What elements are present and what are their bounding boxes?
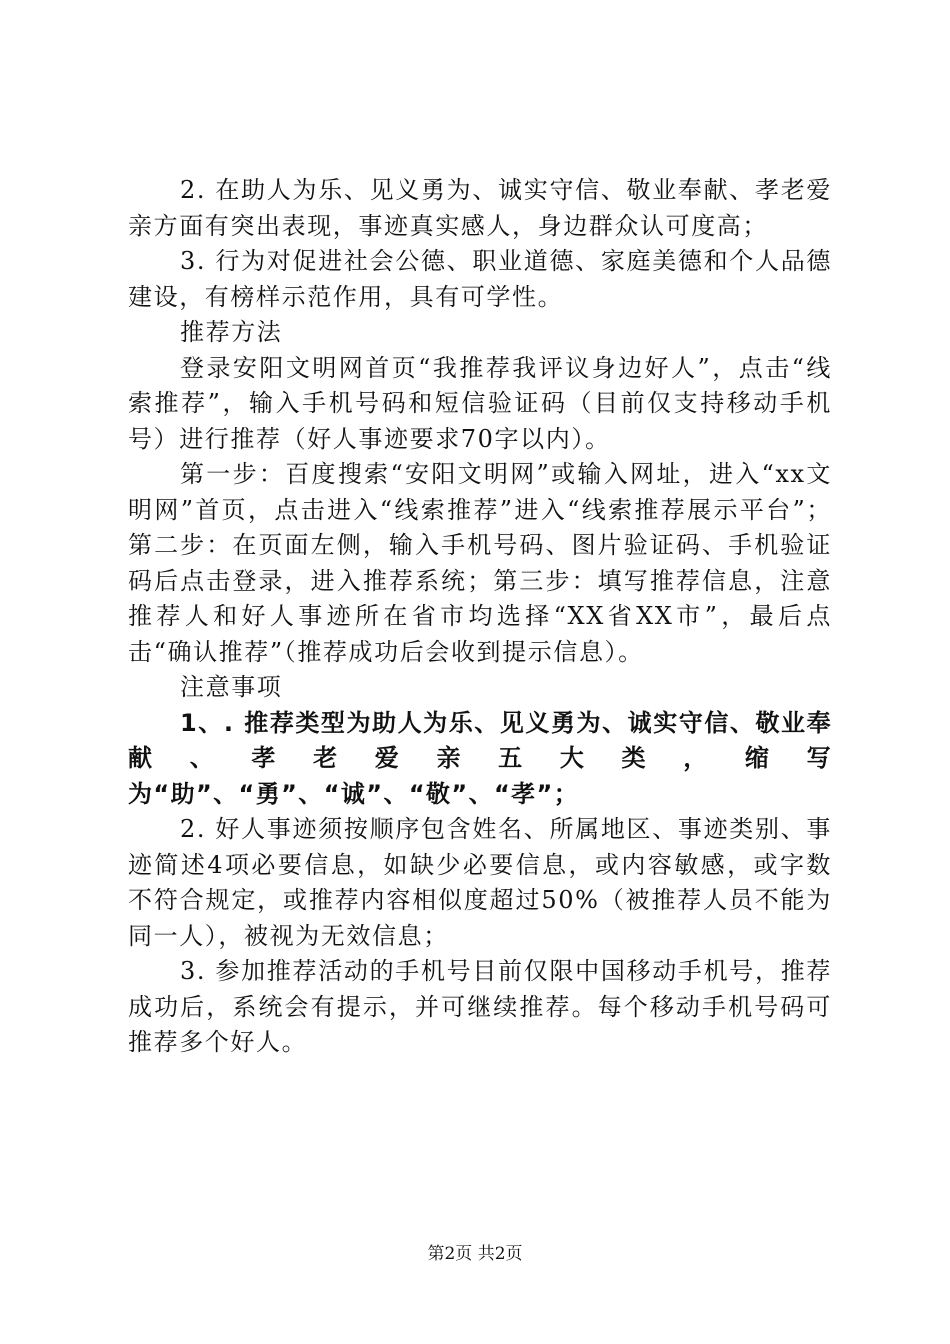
note-item-2: 2. 好人事迹须按顺序包含姓名、所属地区、事迹类别、事迹简述4项必要信息，如缺少必要信息，或内容敏感，或字数不符合规定，或推荐内容相似度超过50%（被推荐人员不能为同一人），被视为无效信息；	[128, 815, 832, 950]
method-steps-paragraph: 第一步：百度搜索“安阳文明网”或输入网址，进入“xx文明网”首页，点击进入“线索推荐”进入“线索推荐展示平台”；第二步：在页面左侧，输入手机号码、图片验证码、手机验证码后点击登录，进入推荐系统；第三步：填写推荐信息，注意推荐人和好人事迹所在省市均选择“XX省XX市”，最后点击“确认推荐”（推荐成功后会收到提示信息）。	[128, 460, 832, 666]
page-number-footer: 第2页 共2页	[427, 1244, 523, 1264]
section-heading-method: 推荐方法	[180, 318, 283, 346]
note-item-3: 3. 参加推荐活动的手机号目前仅限中国移动手机号，推荐成功后，系统会有提示，并可继续推荐。每个移动手机号码可推荐多个好人。	[128, 957, 832, 1056]
document-body	[128, 173, 832, 1061]
criteria-item-3: 3. 行为对促进社会公德、职业道德、家庭美德和个人品德建设，有榜样示范作用，具有可学性。	[128, 247, 832, 311]
method-intro-paragraph: 登录安阳文明网首页“我推荐我评议身边好人”，点击“线索推荐”，输入手机号码和短信验证码（目前仅支持移动手机号）进行推荐（好人事迹要求70字以内）。	[128, 353, 832, 453]
section-heading-notes: 注意事项	[180, 673, 283, 701]
criteria-item-2: 2. 在助人为乐、见义勇为、诚实守信、敬业奉献、孝老爱亲方面有突出表现，事迹真实感人，身边群众认可度高；	[128, 176, 832, 240]
note-item-1: 1、. 推荐类型为助人为乐、见义勇为、诚实守信、敬业奉献、孝老爱亲五大类，缩写为“助”、“勇”、“诚”、“敬”、“孝”；	[128, 708, 832, 808]
